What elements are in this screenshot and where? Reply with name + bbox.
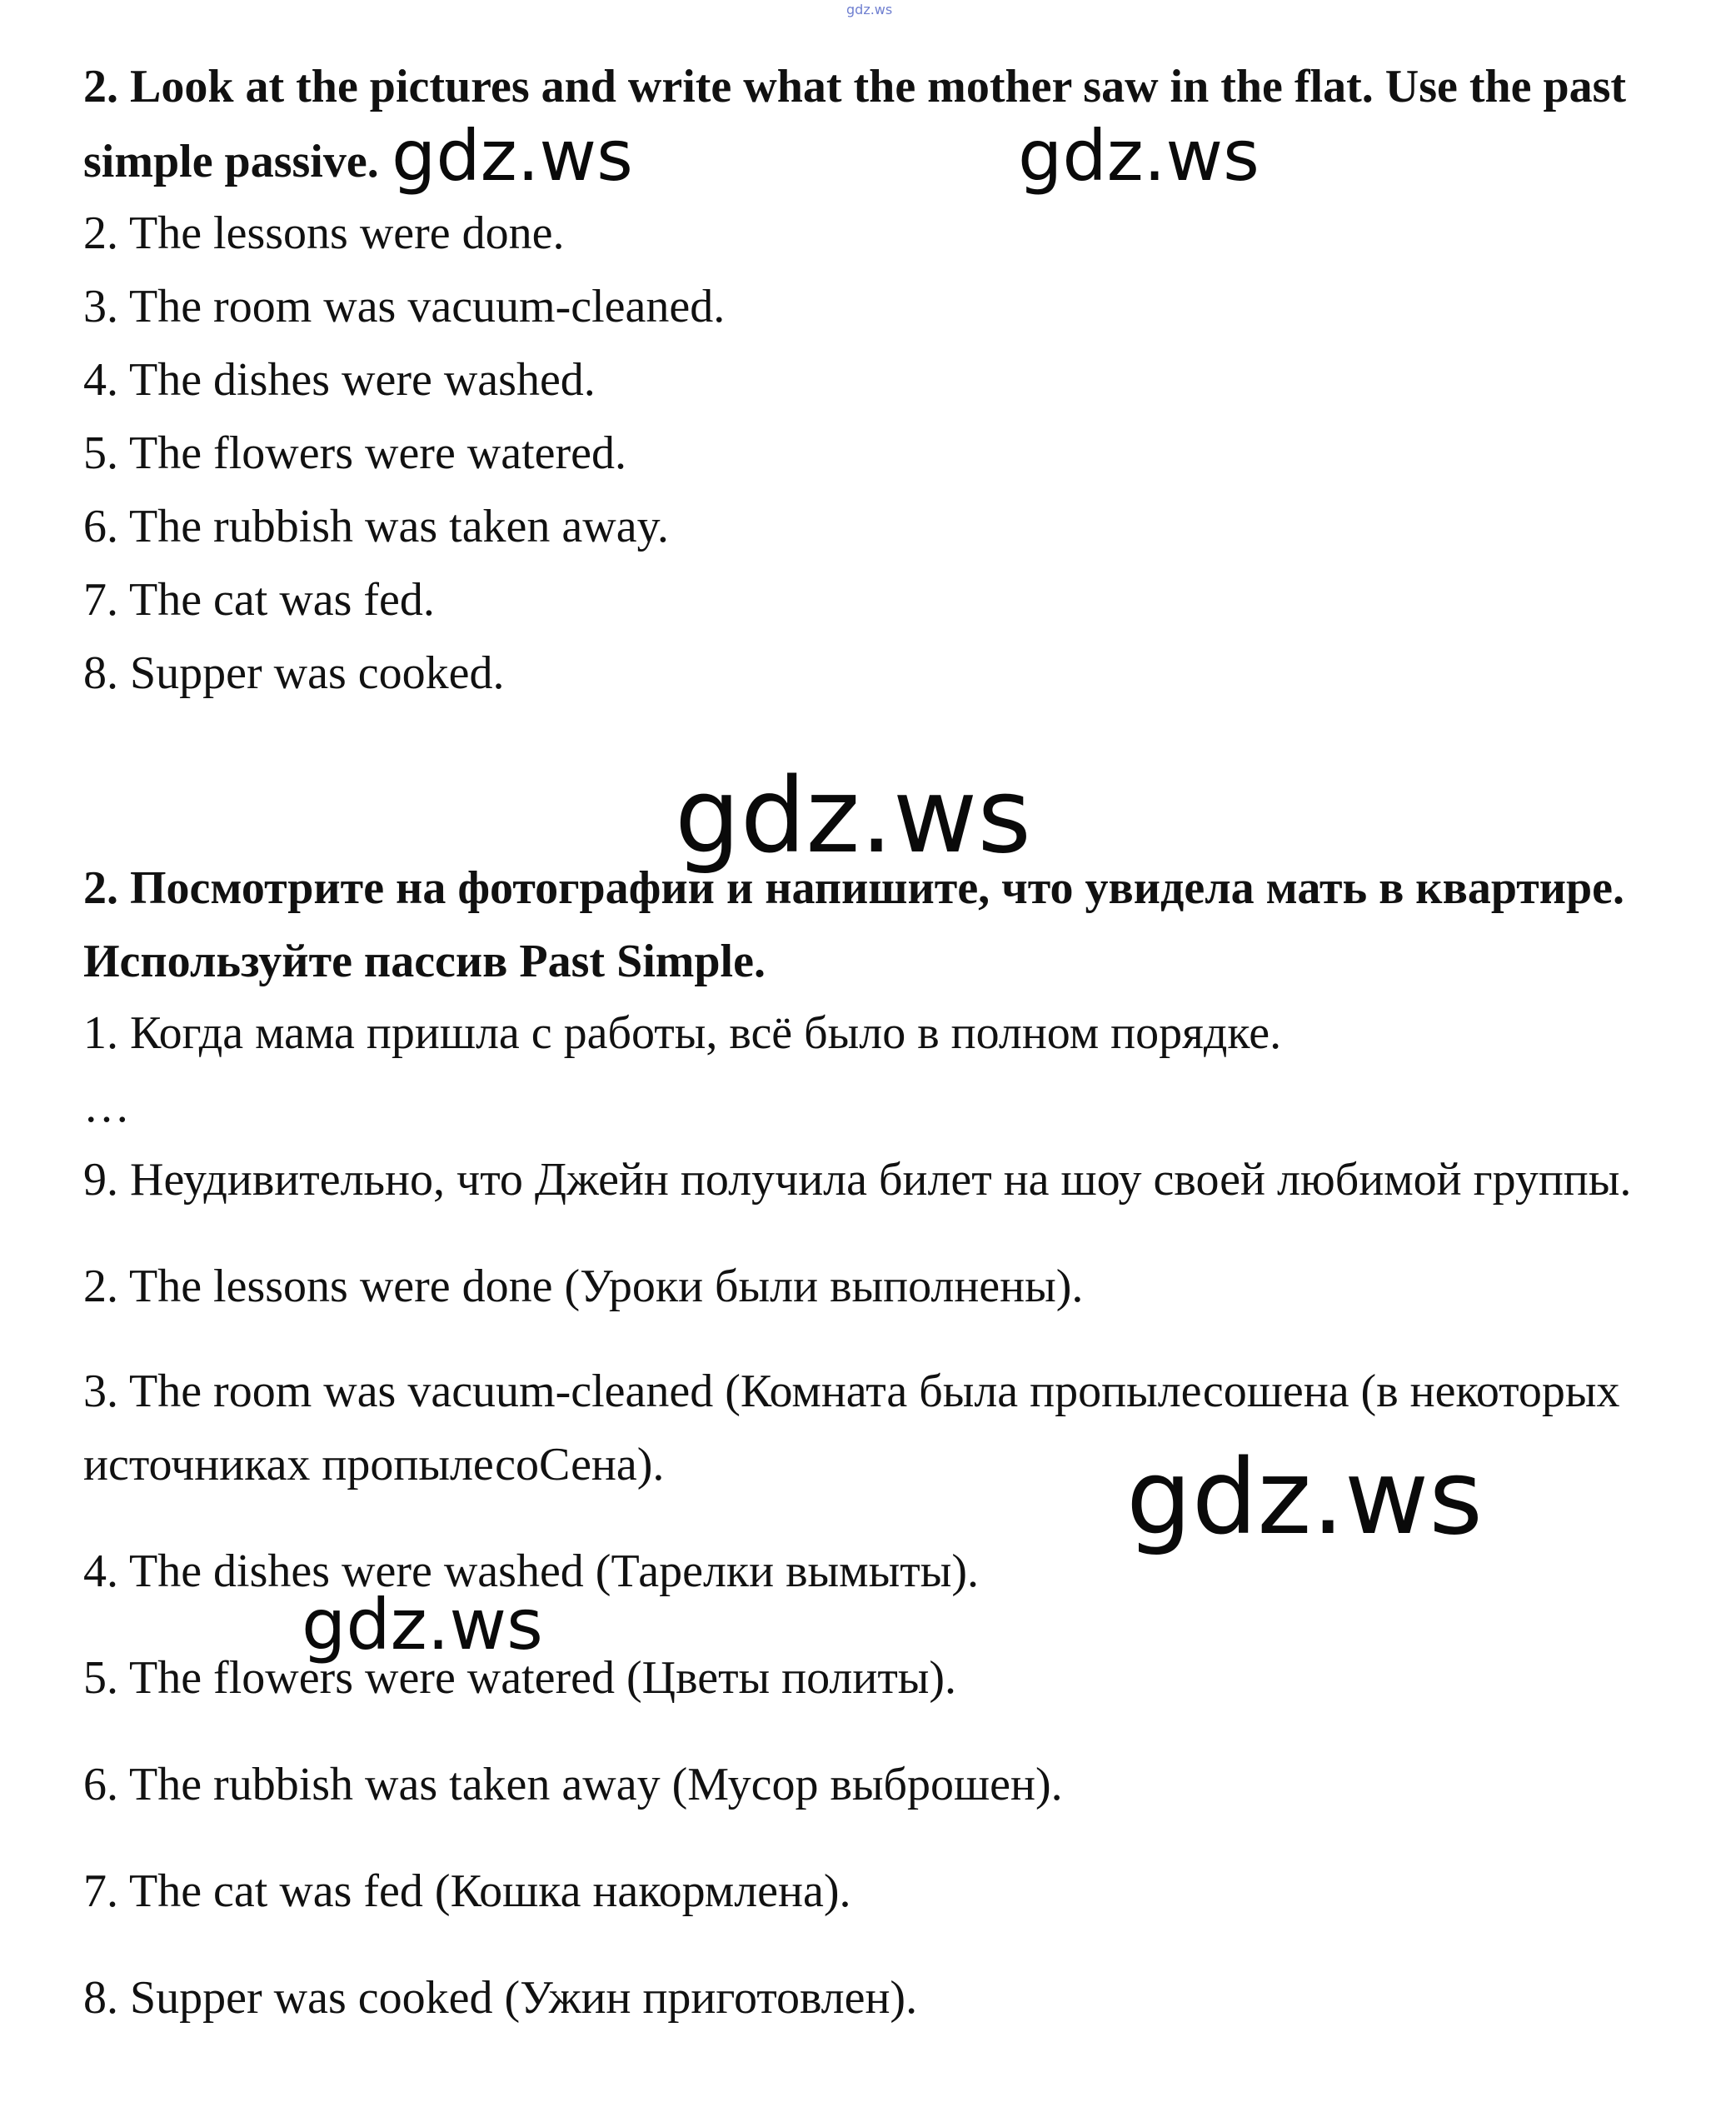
- answer-6: 6. The rubbish was taken away (Мусор выброшен).: [83, 1759, 1063, 1810]
- answer-8: 8. Supper was cooked (Ужин приготовлен).: [83, 1972, 918, 2024]
- answer-5: 5. The flowers were watered (Цветы политы).: [83, 1652, 957, 1704]
- watermark-3: gdz.ws: [675, 756, 1031, 876]
- en-item-7: 7. The cat was fed.: [83, 574, 435, 626]
- en-item-8: 8. Supper was cooked.: [83, 647, 505, 699]
- exercise-title-en-line2: simple passive.: [83, 136, 379, 187]
- en-item-2: 2. The lessons were done.: [83, 207, 565, 259]
- answer-7: 7. The cat was fed (Кошка накормлена).: [83, 1865, 851, 1917]
- top-watermark: gdz.ws: [846, 2, 893, 17]
- en-item-6: 6. The rubbish was taken away.: [83, 501, 669, 552]
- watermark-1: gdz.ws: [392, 115, 633, 197]
- answer-3-line1: 3. The room was vacuum-cleaned (Комната была пропылесошена (в некоторых: [83, 1366, 1620, 1417]
- answer-2: 2. The lessons were done (Уроки были выполнены).: [83, 1261, 1084, 1312]
- exercise-title-en-line1: 2. Look at the pictures and write what the mother saw in the flat. Use the past: [83, 61, 1627, 112]
- ru-item-1: 1. Когда мама пришла с работы, всё было в полном порядке.: [83, 1007, 1282, 1059]
- ru-ellipsis: …: [83, 1081, 130, 1132]
- answer-4: 4. The dishes were washed (Тарелки вымыты).: [83, 1545, 979, 1597]
- watermark-4: gdz.ws: [1126, 1438, 1483, 1558]
- ru-item-9: 9. Неудивительно, что Джейн получила билет на шоу своей любимой группы.: [83, 1154, 1632, 1206]
- watermark-5: gdz.ws: [302, 1584, 543, 1665]
- watermark-2: gdz.ws: [1018, 115, 1260, 197]
- exercise-title-ru-line1: 2. Посмотрите на фотографии и напишите, что увидела мать в квартире.: [83, 862, 1624, 914]
- en-item-4: 4. The dishes were washed.: [83, 354, 596, 406]
- answer-3-line2: источниках пропылесоСена).: [83, 1439, 665, 1490]
- en-item-5: 5. The flowers were watered.: [83, 427, 627, 479]
- exercise-title-ru-line2: Используйте пассив Past Simple.: [83, 936, 766, 987]
- en-item-3: 3. The room was vacuum-cleaned.: [83, 281, 726, 332]
